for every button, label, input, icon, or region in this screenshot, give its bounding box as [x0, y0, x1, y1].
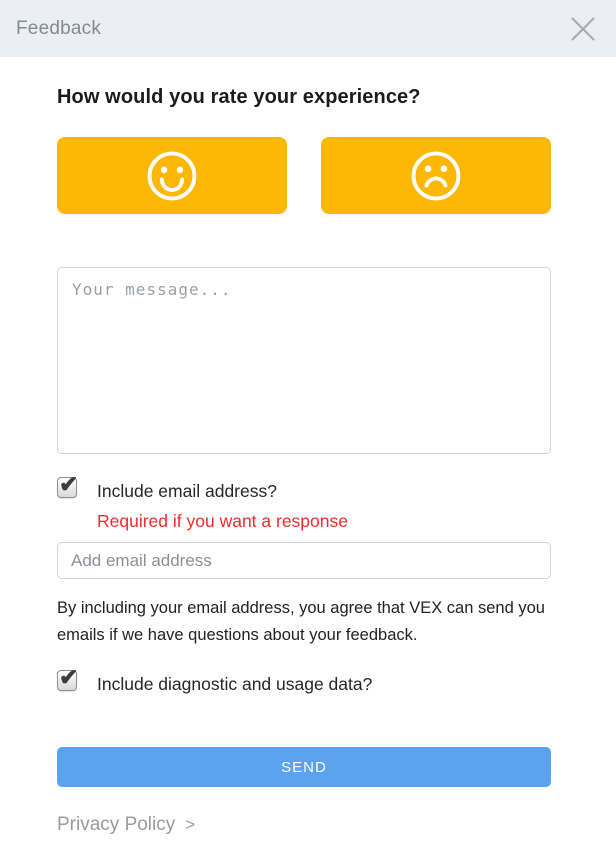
dialog-header	[0, 0, 616, 57]
email-required-note: Required if you want a response	[97, 511, 348, 531]
diagnostics-checkbox-row	[57, 669, 551, 696]
happy-rating-button[interactable]	[57, 137, 287, 214]
rating-buttons	[57, 137, 551, 214]
chevron-right-icon: >	[185, 815, 196, 834]
diagnostics-checkbox-label: Include diagnostic and usage data?	[97, 674, 373, 694]
privacy-policy-label: Privacy Policy	[57, 814, 176, 835]
email-disclaimer: By including your email address, you agree that VEX can send you emails if we have questions about your feedback.	[57, 599, 545, 644]
email-checkbox[interactable]	[57, 477, 77, 498]
privacy-policy-link[interactable]	[57, 814, 195, 836]
diagnostics-checkbox[interactable]	[57, 670, 77, 691]
message-input[interactable]	[57, 267, 551, 454]
dialog-content	[0, 86, 616, 836]
dialog-title: Feedback	[16, 17, 102, 39]
close-button[interactable]	[566, 12, 600, 46]
sad-face-icon	[409, 149, 463, 203]
sad-rating-button[interactable]	[321, 137, 551, 214]
rating-question: How would you rate your experience?	[57, 86, 421, 108]
email-checkbox-label: Include email address?	[97, 481, 277, 501]
email-address-input[interactable]	[57, 542, 551, 579]
happy-face-icon	[145, 149, 199, 203]
email-checkbox-text	[97, 476, 348, 533]
send-button[interactable]: SEND	[57, 747, 551, 787]
email-checkbox-row	[57, 476, 551, 533]
close-icon	[568, 14, 598, 44]
diagnostics-checkbox-text	[97, 669, 372, 696]
